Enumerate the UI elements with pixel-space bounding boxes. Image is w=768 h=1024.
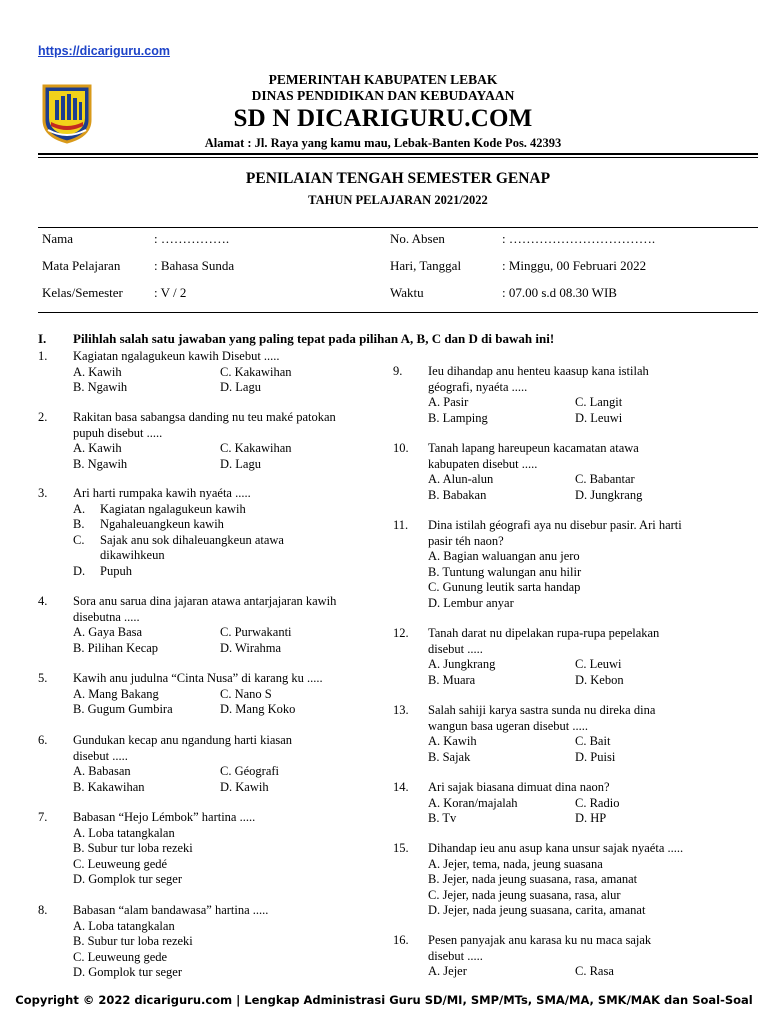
question-number: 9.: [393, 364, 403, 378]
answer-option[interactable]: C. Bait: [575, 734, 611, 748]
section-instruction: Pilihlah salah satu jawaban yang paling tepat pada pilihan A, B, C dan D di bawah ini!: [73, 331, 555, 346]
answer-option[interactable]: B. Tv: [428, 811, 457, 825]
answer-option[interactable]: A. Pasir: [428, 395, 469, 409]
answer-option[interactable]: A. Jejer: [428, 964, 467, 978]
header-rule-thick: [38, 153, 758, 155]
question-text: disebut .....: [73, 748, 128, 763]
answer-option[interactable]: B. Subur tur loba rezeki: [73, 934, 193, 948]
option-text: Kagiatan ngalagukeun kawih: [100, 501, 246, 516]
answer-option[interactable]: A. Koran/majalah: [428, 795, 518, 810]
academic-year: TAHUN PELAJARAN 2021/2022: [308, 193, 488, 207]
answer-option[interactable]: B. Lamping: [428, 410, 488, 425]
answer-option[interactable]: C. Leuweung gede: [73, 949, 168, 964]
answer-option[interactable]: C. Langit: [575, 395, 623, 409]
question-number: 13.: [393, 703, 409, 717]
question-text: disebutna .....: [73, 609, 140, 624]
answer-option[interactable]: [73, 517, 284, 533]
question-text: Ari sajak biasana dimuat dina naon?: [428, 780, 610, 794]
question-text: Salah sahiji karya sastra sunda nu direka dina: [428, 703, 656, 717]
answer-option[interactable]: B. Pilihan Kecap: [73, 640, 159, 655]
question-text: Sora anu sarua dina jajaran atawa antarjajaran kawih: [73, 594, 337, 608]
answer-option[interactable]: C. Kakawihan: [220, 364, 292, 379]
option-letter: B.: [73, 517, 85, 531]
absence-number-label: No. Absen: [390, 231, 445, 246]
answer-option[interactable]: C. Géografi: [220, 764, 280, 778]
answer-option[interactable]: A. Alun-alun: [428, 472, 494, 486]
answer-option[interactable]: C. Rasa: [575, 964, 614, 978]
answer-option[interactable]: D. Leuwi: [575, 410, 623, 425]
answer-option[interactable]: C. Leuweung gedé: [73, 856, 168, 871]
answer-option[interactable]: A. Loba tatangkalan: [73, 825, 175, 840]
question-text: Babasan “Hejo Lémbok” hartina .....: [73, 810, 256, 824]
absence-number-field[interactable]: : …………………………….: [502, 231, 656, 246]
question-number: 3.: [38, 486, 48, 500]
answer-option[interactable]: B. Sajak: [428, 749, 471, 764]
school-address: Alamat : Jl. Raya yang kamu mau, Lebak-Banten Kode Pos. 42393: [204, 136, 562, 150]
answer-option[interactable]: D. Lembur anyar: [428, 595, 514, 610]
answer-option[interactable]: D. Lagu: [220, 456, 261, 471]
question-text: Gundukan kecap anu ngandung harti kiasan: [73, 733, 293, 747]
option-letter: D.: [73, 563, 86, 578]
option-text: dikawihkeun: [100, 548, 165, 562]
answer-option[interactable]: D. Gomplok tur seger: [73, 965, 183, 979]
answer-option[interactable]: C. Kakawihan: [220, 441, 292, 455]
answer-option[interactable]: C. Purwakanti: [220, 625, 292, 639]
question-text: wangun basa ugeran disebut .....: [428, 718, 589, 733]
question-number: 14.: [393, 780, 409, 794]
question-text: Ari harti rumpaka kawih nyaéta .....: [73, 486, 251, 500]
date-label: Hari, Tanggal: [390, 258, 462, 273]
question-text: Dina istilah géografi aya nu disebur pasir. Ari harti: [428, 518, 682, 532]
lebak-regency-logo: [38, 82, 96, 144]
question-number: 10.: [393, 441, 409, 455]
question-text: Dihandap ieu anu asup kana unsur sajak nyaéta .....: [428, 841, 684, 855]
answer-option[interactable]: [73, 533, 284, 564]
time-value: : 07.00 s.d 08.30 WIB: [502, 285, 617, 300]
question-text: Kawih anu judulna “Cinta Nusa” di karang ku .....: [73, 671, 323, 685]
option-letter: A.: [73, 501, 86, 516]
answer-option[interactable]: C. Nano S: [220, 686, 272, 701]
answer-option[interactable]: D. Mang Koko: [220, 702, 296, 716]
answer-option[interactable]: D. HP: [575, 811, 607, 825]
exam-title: PENILAIAN TENGAH SEMESTER GENAP: [245, 170, 551, 187]
answer-option[interactable]: C. Leuwi: [575, 657, 622, 671]
question-number: 15.: [393, 841, 409, 855]
answer-option[interactable]: A. Gaya Basa: [73, 625, 143, 639]
section-number: I.: [38, 331, 47, 346]
answer-option[interactable]: A. Mang Bakang: [73, 686, 159, 701]
question-number: 5.: [38, 671, 48, 685]
answer-option[interactable]: D. Gomplok tur seger: [73, 872, 183, 886]
government-name: PEMERINTAH KABUPATEN LEBAK: [268, 72, 498, 87]
answer-option[interactable]: B. Babakan: [428, 487, 487, 502]
question-text: pasir téh naon?: [428, 533, 504, 548]
header-rule-thin: [38, 157, 758, 158]
answer-option[interactable]: B. Ngawih: [73, 380, 128, 394]
answer-option[interactable]: [73, 502, 284, 518]
answer-option[interactable]: B. Subur tur loba rezeki: [73, 841, 193, 855]
name-label: Nama: [42, 231, 74, 246]
answer-option[interactable]: B. Jejer, nada jeung suasana, rasa, amanat: [428, 872, 638, 886]
question-number: 16.: [393, 933, 409, 947]
answer-option[interactable]: [73, 564, 284, 580]
option-letter: C.: [73, 532, 85, 547]
question-number: 2.: [38, 410, 48, 424]
answer-option[interactable]: A. Bagian waluangan anu jero: [428, 549, 580, 563]
answer-option[interactable]: B. Muara: [428, 672, 476, 687]
answer-option[interactable]: A. Kawih: [73, 364, 122, 379]
option-text: Pupuh: [100, 563, 132, 578]
answer-option[interactable]: C. Radio: [575, 795, 620, 810]
answer-option[interactable]: A. Kawih: [428, 734, 477, 748]
time-label: Waktu: [390, 285, 424, 300]
question-text: Kagiatan ngalagukeun kawih Disebut .....: [73, 349, 280, 363]
question-text: Rakitan basa sabangsa danding nu teu maké patokan: [73, 410, 336, 424]
question-text: pupuh disebut .....: [73, 425, 163, 440]
answer-option[interactable]: B. Ngawih: [73, 456, 128, 471]
answer-option[interactable]: B. Tuntung walungan anu hilir: [428, 564, 582, 579]
footer-copyright: Copyright © 2022 dicariguru.com | Lengkap Administrasi Guru SD/MI, SMP/MTs, SMA/MA, SMK/MAK dan Soal-Soal: [15, 993, 753, 1007]
question-number: 11.: [393, 518, 409, 532]
question-text: Tanah darat nu dipelakan rupa-rupa pepelakan: [428, 626, 660, 640]
department-name: DINAS PENDIDIKAN DAN KEBUDAYAAN: [251, 88, 515, 103]
subject-value: : Bahasa Sunda: [154, 258, 235, 273]
answer-option[interactable]: A. Babasan: [73, 764, 131, 778]
answer-option[interactable]: D. Puisi: [575, 749, 616, 764]
question-number: 4.: [38, 594, 48, 608]
answer-option[interactable]: D. Kebon: [575, 672, 624, 687]
question-number: 7.: [38, 810, 48, 824]
option-text: Sajak anu sok dihaleuangkeun atawa: [100, 532, 284, 547]
answer-option[interactable]: D. Jungkrang: [575, 487, 643, 502]
question-text: disebut .....: [428, 948, 483, 963]
answer-option[interactable]: D. Jejer, nada jeung suasana, carita, amanat: [428, 903, 646, 917]
answer-option[interactable]: D. Lagu: [220, 380, 261, 394]
question-number: 12.: [393, 626, 409, 640]
answer-option[interactable]: D. Kawih: [220, 779, 269, 794]
question-text: géografi, nyaéta .....: [428, 379, 528, 394]
class-semester-value: : V / 2: [154, 285, 187, 300]
question-text: Babasan “alam bandawasa” hartina .....: [73, 903, 269, 917]
name-field[interactable]: : …………….: [154, 231, 230, 246]
school-name: SD N DICARIGURU.COM: [233, 105, 533, 132]
option-text: Ngahaleuangkeun kawih: [100, 517, 224, 531]
answer-option[interactable]: C. Babantar: [575, 472, 635, 486]
subject-label: Mata Pelajaran: [42, 258, 121, 273]
answer-option[interactable]: D. Wirahma: [220, 640, 282, 655]
answer-option[interactable]: B. Gugum Gumbira: [73, 702, 173, 716]
answer-option[interactable]: C. Gunung leutik sarta handap: [428, 580, 581, 594]
answer-option[interactable]: A. Kawih: [73, 441, 122, 455]
question-number: 1.: [38, 349, 48, 363]
question-text: Pesen panyajak anu karasa ku nu maca sajak: [428, 933, 652, 947]
question-number: 6.: [38, 733, 48, 747]
answer-option[interactable]: A. Jejer, tema, nada, jeung suasana: [428, 856, 603, 871]
answer-option[interactable]: A. Jungkrang: [428, 657, 496, 671]
question-text: Ieu dihandap anu henteu kaasup kana istilah: [428, 364, 649, 378]
answer-option[interactable]: B. Kakawihan: [73, 779, 145, 794]
question-text: disebut .....: [428, 641, 483, 656]
date-value: : Minggu, 00 Februari 2022: [502, 258, 647, 273]
website-link[interactable]: https://dicariguru.com: [38, 44, 170, 58]
class-semester-label: Kelas/Semester: [42, 285, 123, 300]
question-text: Tanah lapang hareupeun kacamatan atawa: [428, 441, 639, 455]
answer-option[interactable]: A. Loba tatangkalan: [73, 918, 175, 933]
answer-option[interactable]: C. Jejer, nada jeung suasana, rasa, alur: [428, 887, 621, 902]
question-text: kabupaten disebut .....: [428, 456, 538, 471]
question-number: 8.: [38, 903, 48, 917]
